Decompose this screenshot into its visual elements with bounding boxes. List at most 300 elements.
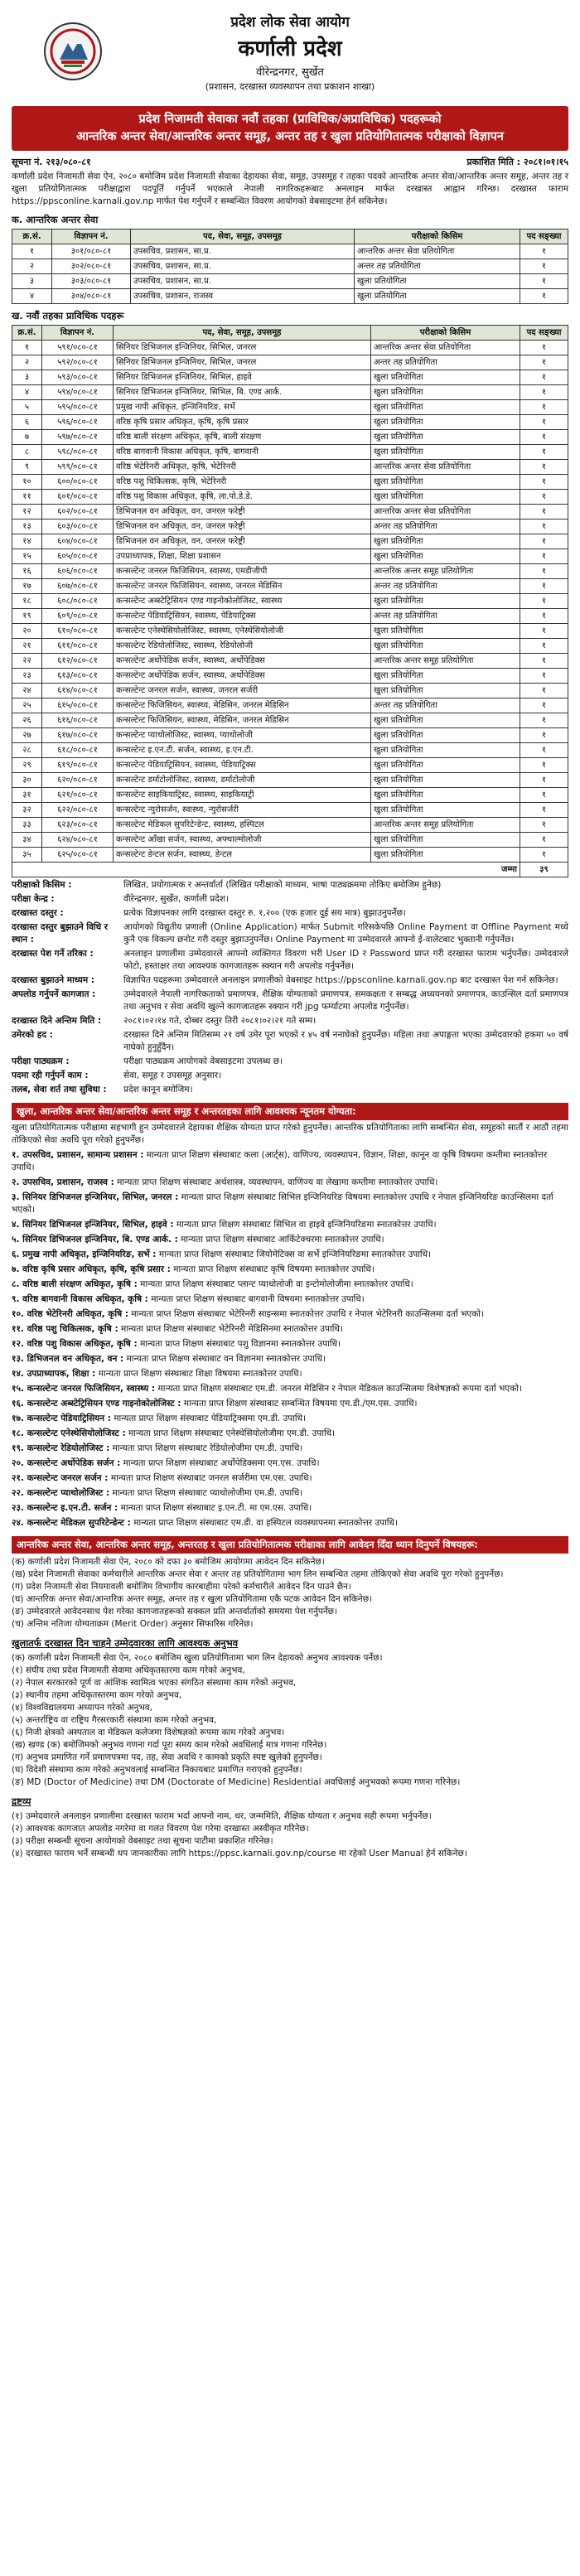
table-cell: खुला प्रतियोगिता [371,684,520,698]
table-cell: अन्तर तह प्रतियोगिता [371,609,520,624]
table-cell: १७ [12,579,42,594]
table-cell: २३ [12,669,42,684]
table-cell: उपप्राध्यापक, शिक्षा, शिक्षा प्रशासन [114,549,371,564]
qualification-text: मान्यता प्राप्त शिक्षण संस्थाबाट अर्थोपेडिक्समा एम.एस. उपाधि। [123,1458,320,1468]
table-cell: खुला प्रतियोगिता [371,669,520,684]
table-row [12,430,568,445]
table-cell: १ [520,355,568,370]
notice-ref-row [12,156,568,168]
column-header: क्र.सं. [12,326,42,341]
table-cell: ६१२/०८०-८१ [42,654,114,669]
table-row [12,848,568,863]
qualification-post: ३. सिनियर डिभिजनल इन्जिनियर, सिभिल, जनरल : [12,1192,179,1202]
table-cell: खुला प्रतियोगिता [371,758,520,773]
table-cell: ६०१/०८०-८१ [42,490,114,505]
qualification-text: मान्यता प्राप्त शिक्षण संस्थाबाट एम.डी. जनरल मेडिसिन र नेपाल मेडिकल काउन्सिलमा विशेषज्ञको रूपमा दर्ता भएको। [157,1384,523,1394]
table-cell: १ [520,698,568,713]
table-cell: डिभिजनल वन अधिकृत, वन, जनरल फरेष्ट्री [114,505,371,520]
table-cell: ३ [12,274,52,289]
table-cell: प्रमुख नापी अधिकृत, इन्जिनियरिङ, सर्भे [114,400,371,415]
qualification-text: मान्यता प्राप्त शिक्षण संस्थाबाट रेडियोलोजीमा एम.डी. उपाधि। [112,1443,303,1453]
table-cell: खुला प्रतियोगिता [371,624,520,639]
qualification-text: मान्यता प्राप्त शिक्षण संस्थाबाट सिभिल इन्जिनियरिङ विषयमा स्नातकोत्तर उपाधि र नेपाल इन्जिनियरिङ काउन्सिलमा दर्ता भएको। [12,1192,553,1215]
table-cell: १ [520,460,568,475]
commission-name: प्रदेश लोक सेवा आयोग [230,14,350,31]
table-cell: आन्तरिक अन्तर सेवा प्रतियोगिता [355,244,520,259]
table-cell: अन्तर तह प्रतियोगिता [371,579,520,594]
list-item: (६) निजी क्षेत्रको अस्पताल वा मेडिकल कलेजमा विशेषज्ञको रूपमा काम गरेको अनुभव। [12,1728,285,1737]
table-cell: आन्तरिक अन्तर सेवा प्रतियोगिता [371,341,520,355]
column-header: पद, सेवा, समूह, उपसमूह [131,230,355,244]
table-cell: कन्सल्टेन्ट अर्थोपेडिक सर्जन, स्वास्थ्य, अर्थोपेडिक्स [114,654,371,669]
exam-detail-value: २०८१।०२।१४ गते, दोब्बर दस्तुर तिरी २०८१।०२।२१ गते सम्म। [123,1016,317,1026]
table-cell: १ [520,579,568,594]
qualification-item [12,1487,568,1500]
list-item: (ग) अनुभव प्रमाणित गर्ने प्रमाणपत्रमा पद, तह, सेवा अवधि र कामको प्रकृति स्पष्ट खुलेको हुनुपर्नेछ। [12,1752,322,1762]
column-header: पद, सेवा, समूह, उपसमूह [114,326,371,341]
internal-section-title: आन्तरिक अन्तर सेवा, आन्तरिक अन्तर समूह, अन्तरतह र खुला प्रतियोगितात्मक परीक्षाका लागि आवेदन दिँदा ध्यान दिनुपर्ने विषयहरू: [12,1536,568,1554]
table-cell: कन्सल्टेन्ट मेडिकल सुपरिटेन्डेन्ट, स्वास्थ्य, हस्पिटल [114,818,371,833]
qualification-text: मान्यता प्राप्त शिक्षण संस्थाबाट भेटेरिनरी मेडिसिनमा स्नातकोत्तर उपाधि। [121,1324,343,1334]
qualification-text: मान्यता प्राप्त शिक्षण संस्थाबाट पशु विज्ञानमा स्नातकोत्तर उपाधि। [140,1339,341,1349]
table-cell: १ [520,259,568,274]
exam-details [12,879,568,1096]
total-label: जम्मा [12,863,520,877]
qualification-post: ९. वरिष्ठ बागवानी विकास अधिकृत, कृषि : [12,1294,148,1304]
province-name: कर्णाली प्रदेश [238,36,342,61]
table-cell: ३०३/०८०-८१ [52,274,131,289]
list-item: (ख) खण्ड (क) बमोजिमको अनुभव गणना गर्दा पूरा समय काम गरेको अवधिलाई मात्र गणना गरिनेछ। [12,1740,327,1750]
table-cell: वरिष्ठ बाली संरक्षण अधिकृत, कृषि, बाली संरक्षण [114,430,371,445]
table-cell: ६००/०८०-८१ [42,475,114,490]
table-cell: आन्तरिक अन्तर समूह प्रतियोगिता [371,564,520,579]
table-row [12,415,568,430]
column-header: परीक्षाको किसिम [371,326,520,341]
table-row [12,713,568,728]
list-item: (२) आवश्यक कागजात अपलोड नगरेमा वा गलत विवरण पेश गरेमा दरखास्त अस्वीकृत गरिनेछ। [12,1824,309,1834]
table-row [12,475,568,490]
qualification-text: मान्यता प्राप्त शिक्षण संस्थाबाट एम.डी. वा हस्पिटल व्यवस्थापनमा स्नातकोत्तर उपाधि। [133,1518,398,1528]
table-row [12,445,568,460]
qualification-item [12,1457,568,1470]
table-cell: कन्सल्टेन्ट पेडियाट्रिसियन, स्वास्थ्य, पेडियाट्रिक्स [114,609,371,624]
table-cell: कन्सल्टेन्ट जनरल सर्जन, स्वास्थ्य, जनरल सर्जरी [114,684,371,698]
list-item: (ग) प्रदेश निजामती सेवा नियमावली बमोजिम विभागीय कारबाहीमा परेको कर्मचारीले आवेदन दिन पाउने छैन। [12,1582,351,1592]
qualification-item [12,1428,568,1440]
table-row [12,698,568,713]
qualification-post: १२. वरिष्ठ पशु विकास अधिकृत, कृषि : [12,1339,138,1349]
table-cell: ६०३/०८०-८१ [42,520,114,534]
table-cell: खुला प्रतियोगिता [371,549,520,564]
table-cell: आन्तरिक अन्तर समूह प्रतियोगिता [371,818,520,833]
qualification-post: १५. कन्सल्टेन्ट जनरल फिजिसियन, स्वास्थ्य : [12,1384,156,1394]
list-item: (च) अन्तिम नतिजा योग्यताक्रम (Merit Order) अनुसार सिफारिस गरिनेछ। [12,1619,254,1629]
list-item: (ङ) उम्मेदवारले आवेदनसाथ पेश गरेका कागजातहरूको सक्कल प्रति अन्तर्वार्ताको समयमा पेश गर्नुपर्नेछ। [12,1607,338,1617]
table-row [12,788,568,803]
open-experience-list [12,1652,568,1789]
list-item: (४) दरखास्त फाराम भर्ने सम्बन्धी थप जानकारीका लागि https://ppsc.karnali.gov.np/course मा रहेको User Manual हेर्न सकिनेछ। [12,1849,467,1858]
table-cell: १ [520,385,568,400]
table-cell: सिनियर डिभिजनल इन्जिनियर, सिभिल, बि. एण्ड आर्क. [114,385,371,400]
exam-detail-row [12,893,568,906]
list-item: (घ) विदेशी संस्थामा काम गरेको अनुभवलाई सम्बन्धित निकायबाट प्रमाणित गराएको हुनुपर्नेछ। [12,1765,302,1775]
table-cell: कन्सल्टेन्ट प्याथोलोजिस्ट, स्वास्थ्य, प्याथोलोजी [114,728,371,743]
address: वीरेन्द्रनगर, सुर्खेत [256,66,324,79]
table-cell: ५९२/०८०-८१ [42,355,114,370]
table-row [12,274,568,289]
table-cell: कन्सल्टेन्ट पेडियाट्रिसियन, स्वास्थ्य, पेडियाट्रिक्स [114,758,371,773]
table-cell: खुला प्रतियोगिता [371,639,520,654]
table-cell: १ [520,400,568,415]
table-cell: सिनियर डिभिजनल इन्जिनियर, सिभिल, जनरल [114,341,371,355]
table-cell: ३०४/०८०-८१ [52,289,131,304]
column-header: परीक्षाको किसिम [355,230,520,244]
table-cell: २९ [12,758,42,773]
table-cell: २७ [12,728,42,743]
banner-line-1: प्रदेश निजामती सेवाका नवौं तहका (प्राविधिक/अप्राविधिक) पदहरूको [138,113,442,126]
table-cell: खुला प्रतियोगिता [371,713,520,728]
exam-detail-value: अनलाइन प्रणालीमा उम्मेदवारले आफ्नो व्यक्तिगत विवरण भरी User ID र Password प्राप्त गरी दरखास्त फाराम भर्नुपर्नेछ। उम्मेदवारले फोटो, हस्ताक्षर तथा आवश्यक कागजातहरू स्क्यान गरी अपलोड गर्नुपर्नेछ। [123,949,568,971]
qualification-item [12,1278,568,1291]
list-item: (क) कर्णाली प्रदेश निजामती सेवा ऐन, २०८० बमोजिम खुला प्रतियोगितामा भाग लिन देहायको अनुभव आवश्यक पर्नेछ। [12,1653,383,1663]
qualification-post: १६. कन्सल्टेन्ट अब्स्टेट्रिसियन एण्ड गाइनोकोलोजिस्ट : [12,1399,181,1409]
qualification-text: मान्यता प्राप्त शिक्षण संस्थाबाट जियोमेटिक्स वा सर्भे इन्जिनियरिङमा स्नातकोत्तर उपाधि। [158,1249,432,1259]
table-cell: खुला प्रतियोगिता [371,415,520,430]
table-cell: ६०२/०८०-८१ [42,505,114,520]
table-cell: ५९५/०८०-८१ [42,400,114,415]
exam-detail-key: तलब, सेवा शर्त तथा सुविधा : [12,1085,107,1095]
qualification-post: १३. डिभिजनल वन अधिकृत, वन : [12,1354,124,1364]
column-header: विज्ञापन नं. [42,326,114,341]
table-cell: सिनियर डिभिजनल इन्जिनियर, सिभिल, जनरल [114,355,371,370]
list-item: (ख) प्रदेश निजामती सेवाका कर्मचारीले आन्तरिक अन्तर सेवा र अन्तर तह प्रतियोगितामा भाग लिन सम्बन्धित तहमा तोकिएको सेवा अवधि पूरा गरेको हुनुपर्नेछ। [12,1569,504,1579]
table-cell: १० [12,475,42,490]
table-cell: कन्सल्टेन्ट एनेस्थेसियोलोजिस्ट, स्वास्थ्य, एनेस्थेसियोलोजी [114,624,371,639]
qualification-item [12,1293,568,1306]
table-cell: कन्सल्टेन्ट जनरल फिजिसियन, स्वास्थ्य, जनरल मेडिसिन [114,579,371,594]
table-cell: १ [520,445,568,460]
table-cell: १ [520,564,568,579]
table-cell: ३०२/०८०-८१ [52,259,131,274]
table-cell: ६१८/०८०-८१ [42,743,114,758]
list-item: (१) संघीय तथा प्रदेश निजामती सेवामा अधिकृतस्तरमा काम गरेको अनुभव, [12,1665,245,1675]
qualification-post: ७. वरिष्ठ कृषि प्रसार अधिकृत, कृषि, कृषि प्रसार : [12,1264,171,1274]
table-cell: १ [520,818,568,833]
table-cell: १ [520,594,568,609]
header [12,7,568,106]
exam-detail-key: दरखास्त दस्तुर : [12,908,64,918]
table-cell: १ [520,415,568,430]
qualification-text: मान्यता प्राप्त शिक्षण संस्थाबाट सिभिल वा हाइवे इन्जिनियरिङमा स्नातकोत्तर उपाधि। [176,1220,437,1230]
table-cell: १ [520,549,568,564]
exam-detail-key: दरखास्त बुझाउने माध्यम : [12,975,94,985]
table-row [12,564,568,579]
list-item: (घ) आन्तरिक अन्तर सेवा/आन्तरिक अन्तर समूह, अन्तर तह र खुला प्रतियोगितामा एकै पटक आवेदन दिन सकिनेछ। [12,1594,373,1604]
exam-detail-row [12,974,568,987]
qualification-intro: खुला प्रतियोगितात्मक परीक्षामा सहभागी हुन उम्मेदवारले देहायका शैक्षिक योग्यता प्राप्त गरेको हुनुपर्नेछ। आन्तरिक प्रतियोगिताका लागि सम्बन्धित सेवा, समूहको सातौं र आठौं तहमा तोकिएको सेवा अवधि पूरा गरेको हुनुपर्नेछ। [12,1123,568,1145]
table-cell: ६२२/०८०-८१ [42,803,114,818]
internal-notes-list [12,1556,568,1631]
table-cell: १ [520,370,568,385]
qualification-item [12,1249,568,1261]
table-cell: कन्सल्टेन्ट इ.एन.टी. सर्जन, स्वास्थ्य, इ.एन.टी. [114,743,371,758]
table-cell: ६ [12,415,42,430]
qualification-section-title: खुला, आन्तरिक अन्तर सेवा/आन्तरिक अन्तर समूह र अन्तरतहका लागि आवश्यक न्यूनतम योग्यता: [12,1103,568,1120]
table-cell: १ [520,609,568,624]
qualification-text: मान्यता प्राप्त शिक्षण संस्थाबाट बागवानी विषयमा स्नातकोत्तर उपाधि। [151,1294,365,1304]
table-cell: ५९७/०८०-८१ [42,430,114,445]
qualification-text: मान्यता प्राप्त शिक्षण संस्थाबाट कला (आर्ट्स), वाणिज्य, व्यवस्थापन, विज्ञान, शिक्षा, कानून वा कृषि विषयमा कम्तीमा स्नातकोत्तर उपाधि। [12,1150,548,1172]
table-cell: कन्सल्टेन्ट जनरल फिजिसियन, स्वास्थ्य, एमडीजीपी [114,564,371,579]
table-row [12,833,568,848]
table-row [12,549,568,564]
table-row [12,505,568,520]
table-cell: ४ [12,385,42,400]
table-cell: १९ [12,609,42,624]
qualification-text: मान्यता प्राप्त शिक्षण संस्थाबाट कृषि विषयमा स्नातकोत्तर उपाधि। [173,1264,375,1274]
table-cell: ६०९/०८०-८१ [42,609,114,624]
qualification-text: मान्यता प्राप्त शिक्षण संस्थाबाट भेटेरिनरी साइन्समा स्नातकोत्तर उपाधि र नेपाल भेटेरिनरी काउन्सिलमा दर्ता भएको। [131,1309,484,1319]
table-row [12,639,568,654]
table-cell: खुला प्रतियोगिता [355,289,520,304]
table-cell: उपसचिव, प्रशासन, सा.प्र. [131,259,355,274]
qualification-item [12,1264,568,1276]
table-cell: ४ [12,289,52,304]
table-cell: १४ [12,534,42,549]
qualification-item [12,1323,568,1336]
table-cell: ६२०/०८०-८१ [42,773,114,788]
table-row [12,520,568,534]
table-cell: १ [520,490,568,505]
table-cell: १ [520,475,568,490]
qualification-text: मान्यता प्राप्त शिक्षण संस्थाबाट शिक्षा विषयमा स्नातकोत्तर उपाधि। [98,1369,302,1379]
table-cell: १ [520,289,568,304]
qualification-post: १०. वरिष्ठ भेटेरिनरी अधिकृत, कृषि : [12,1309,129,1319]
qualification-text: मान्यता प्राप्त शिक्षण संस्थाबाट अर्थशास्त्र, व्यवस्थापन, वाणिज्य वा लेखामा कम्तीमा स्नातकोत्तर उपाधि। [117,1177,438,1187]
table-cell: १२ [12,505,42,520]
table-cell: ६१०/०८०-८१ [42,624,114,639]
table-cell: ६१६/०८०-८१ [42,713,114,728]
qualification-item [12,1149,568,1174]
list-item: (१) उम्मेदवारले अनलाइन प्रणालीमा दरखास्त फाराम भर्दा आफ्नो नाम, थर, जन्ममिति, शैक्षिक योग्यता र अनुभव सही रूपमा भर्नुपर्नेछ। [12,1811,432,1821]
table-row [12,818,568,833]
table-cell: ३०१/०८०-८१ [52,244,131,259]
table-cell: सिनियर डिभिजनल इन्जिनियर, सिभिल, हाइवे [114,370,371,385]
qualification-post: १८. कन्सल्टेन्ट एनेस्थेसियोलोजिस्ट : [12,1428,126,1438]
table-cell: १ [12,341,42,355]
table-cell: ६०४/०८०-८१ [42,534,114,549]
table-cell: ५ [12,400,42,415]
table-cell: अन्तर तह प्रतियोगिता [371,355,520,370]
table-cell: १ [12,244,52,259]
table-cell: ६१९/०८०-८१ [42,758,114,773]
table-row [12,490,568,505]
table-cell: २६ [12,713,42,728]
exam-detail-value: परीक्षा पाठ्यक्रम आयोगको वेबसाइटमा उपलब्ध छ। [123,1056,283,1066]
qualification-item [12,1413,568,1425]
qualification-item [12,1177,568,1189]
table-cell: अन्तर तह प्रतियोगिता [371,698,520,713]
table-cell: कन्सल्टेन्ट डेन्टल सर्जन, स्वास्थ्य, डेन्टल [114,848,371,863]
qualification-item [12,1398,568,1410]
exam-detail-key: उमेरको हद : [12,1030,53,1040]
notes-title: द्रष्टव्य [12,1795,31,1807]
qualification-post: २१. कन्सल्टेन्ट जनरल सर्जन : [12,1473,109,1483]
table-cell: कन्सल्टेन्ट अब्स्टेट्रिसियन एण्ड गाइनोकोलोजिस्ट, स्वास्थ्य [114,594,371,609]
exam-detail-value: प्रदेश कानून बमोजिम। [123,1085,193,1095]
table-cell: १ [520,848,568,863]
column-header: क्र.सं. [12,230,52,244]
table-cell: वरिष्ठ भेटेरिनरी अधिकृत, कृषि, भेटेरिनरी [114,460,371,475]
table-cell: १ [520,728,568,743]
table-row [12,370,568,385]
qualification-post: २०. कन्सल्टेन्ट अर्थोपेडिक सर्जन : [12,1458,121,1468]
exam-detail-key: परीक्षा पाठ्यक्रम : [12,1056,70,1066]
list-item: (५) अन्तर्राष्ट्रिय वा राष्ट्रिय गैरसरकारी संस्थामा काम गरेको अनुभव, [12,1715,217,1725]
table-cell: १ [520,341,568,355]
table-cell: ६१५/०८०-८१ [42,698,114,713]
publish-date: प्रकाशित मिति : २०८१।०१।१५ [466,157,568,167]
table-cell: २ [12,355,42,370]
qualification-post: १७. कन्सल्टेन्ट पेडियाट्रिसियन : [12,1414,111,1423]
list-item: (३) परीक्षा सम्बन्धी सूचना आयोगको वेबसाइट तथा सूचना पाटीमा प्रकाशित गरिनेछ। [12,1836,273,1846]
qualification-post: ५. सिनियर डिभिजनल इन्जिनियर, बि. एण्ड आर्क. : [12,1235,178,1245]
table-row [12,289,568,304]
table-cell: ३१ [12,788,42,803]
table-cell: कन्सल्टेन्ट न्युरोसर्जन, स्वास्थ्य, न्युरोसर्जरी [114,803,371,818]
qualification-item [12,1517,568,1530]
table-cell: ६११/०८०-८१ [42,639,114,654]
table-cell: ५९६/०८०-८१ [42,415,114,430]
table-cell: ९ [12,460,42,475]
table-row [12,743,568,758]
qualification-item [12,1338,568,1351]
table-cell: २८ [12,743,42,758]
qualification-item [12,1368,568,1380]
notice-number: सूचना नं. २१३/०८०-८१ [12,157,91,167]
table-cell: खुला प्रतियोगिता [371,803,520,818]
table-cell: २१ [12,639,42,654]
table-row [12,355,568,370]
table-cell: कन्सल्टेन्ट फिजिसियन, स्वास्थ्य, मेडिसिन, जनरल मेडिसिन [114,698,371,713]
table-cell: ६२३/०८०-८१ [42,818,114,833]
table-cell: वरिष्ठ बागवानी विकास अधिकृत, कृषि, बागवानी [114,445,371,460]
exam-detail-key: परीक्षाको किसिम : [12,880,72,890]
open-section-title: खुलातर्फ दरखास्त दिन चाहने उम्मेदवारका लागि आवश्यक अनुभव [12,1637,239,1649]
table-row [12,385,568,400]
qualification-post: २४. कन्सल्टेन्ट मेडिकल सुपरिटेन्डेन्ट : [12,1518,131,1528]
exam-detail-row [12,907,568,920]
table-row [12,579,568,594]
qualification-text: मान्यता प्राप्त शिक्षण संस्थाबाट प्याथोलोजीमा एम.डी. उपाधि। [112,1488,303,1498]
table-cell: खुला प्रतियोगिता [371,475,520,490]
notes-list [12,1810,568,1860]
qualification-text: मान्यता प्राप्त शिक्षण संस्थाबाट सम्बन्धित विषयमा एम.डी./एम.एस. उपाधि। [183,1399,418,1409]
table-cell: १ [520,758,568,773]
table-cell: ५९४/०८०-८१ [42,385,114,400]
table-cell: खुला प्रतियोगिता [371,743,520,758]
table-cell: १ [520,274,568,289]
table-cell: ११ [12,490,42,505]
table-cell: ३० [12,773,42,788]
table-cell: खुला प्रतियोगिता [371,788,520,803]
table-cell: उपसचिव, प्रशासन, सा.प्र. [131,244,355,259]
table-cell: अन्तर तह प्रतियोगिता [355,259,520,274]
table-cell: खुला प्रतियोगिता [371,400,520,415]
table-cell: ६०७/०८०-८१ [42,579,114,594]
table-cell: आन्तरिक अन्तर सेवा प्रतियोगिता [371,460,520,475]
exam-detail-value: प्रत्येक विज्ञापनका लागि दरखास्त दस्तुर रु. १,२०० (एक हजार दुई सय मात्र) बुझाउनुपर्नेछ। [123,908,406,918]
table-cell: ८ [12,445,42,460]
table-cell: वरिष्ठ पशु चिकित्सक, कृषि, भेटेरिनरी [114,475,371,490]
table-cell: २४ [12,684,42,698]
table-cell: खुला प्रतियोगिता [371,848,520,863]
qualification-list [12,1149,568,1530]
qualification-post: १. उपसचिव, प्रशासन, सामान्य प्रशासन : [12,1150,144,1160]
total-row [12,863,568,877]
table-cell: खुला प्रतियोगिता [371,385,520,400]
table-cell: आन्तरिक अन्तर सेवा प्रतियोगिता [371,505,520,520]
exam-detail-row [12,1070,568,1082]
column-header: विज्ञापन नं. [52,230,131,244]
table-cell: १ [520,624,568,639]
table-cell: ५९३/०८०-८१ [42,370,114,385]
table-cell: खुला प्रतियोगिता [371,773,520,788]
qualification-post: १४. उपप्राध्यापक, शिक्षा : [12,1369,96,1379]
column-header: पद सङ्ख्या [520,230,568,244]
qualification-item [12,1219,568,1231]
table-cell: अन्तर तह प्रतियोगिता [371,520,520,534]
table-cell: ५९८/०८०-८१ [42,445,114,460]
table-cell: ६२५/०८०-८१ [42,848,114,863]
qualification-post: १९. कन्सल्टेन्ट रेडियोलोजिस्ट : [12,1443,110,1453]
table-cell: डिभिजनल वन अधिकृत, वन, जनरल फरेष्ट्री [114,534,371,549]
table-row [12,534,568,549]
table-row [12,244,568,259]
table-cell: ३४ [12,833,42,848]
qualification-text: मान्यता प्राप्त शिक्षण संस्थाबाट आर्किटेक्चरमा स्नातकोत्तर उपाधि। [181,1235,384,1245]
qualification-text: मान्यता प्राप्त शिक्षण संस्थाबाट इ.एन.टी. मा एम.एस. उपाधि। [120,1503,312,1513]
exam-detail-row [12,1015,568,1027]
table-row [12,758,568,773]
table-cell: ५९१/०८०-८१ [42,341,114,355]
qualification-item [12,1383,568,1395]
banner-line-2: आन्तरिक अन्तर सेवा/आन्तरिक अन्तर समूह, अन्तर तह र खुला प्रतियोगितात्मक परीक्षाको विज्ञापन [76,130,504,143]
exam-detail-key: परीक्षा केन्द्र : [12,894,55,904]
exam-detail-key: अपलोड गर्नुपर्ने कागजात : [12,989,96,999]
column-header: पद सङ्ख्या [520,326,568,341]
table-cell: ५९९/०८०-८१ [42,460,114,475]
table-cell: कन्सल्टेन्ट डर्माटोलोजिस्ट, स्वास्थ्य, डर्माटोलोजी [114,773,371,788]
table-cell: खुला प्रतियोगिता [371,728,520,743]
table-cell: आन्तरिक अन्तर समूह प्रतियोगिता [371,654,520,669]
exam-detail-row [12,1029,568,1054]
table-cell: २२ [12,654,42,669]
qualification-post: ८. वरिष्ठ बाली संरक्षण अधिकृत, कृषि : [12,1279,138,1289]
table-cell: ६१७/०८०-८१ [42,728,114,743]
table-row [12,400,568,415]
table-row [12,341,568,355]
table-cell: कन्सल्टेन्ट अर्थोपेडिक सर्जन, स्वास्थ्य, अर्थोपेडिक्स [114,669,371,684]
table-cell: १ [520,244,568,259]
intro-paragraph: कर्णाली प्रदेश निजामती सेवा ऐन, २०८० बमोजिम प्रदेश निजामती सेवाका देहायका सेवा, समूह, उपसमूह र तहका पदको आन्तरिक अन्तर सेवा/आन्तरिक अन्तर समूह, अन्तर तह र खुला प्रतियोगितात्मक परीक्षाद्वारा पदपूर्ति गर्नुपर्ने भएकाले नेपाली नागरिकहरूबाट अनलाइन मार्फत दरखास्त आह्वान गरिन्छ। दरखास्त फाराम https://ppsconline.karnali.gov.np मार्फत पेश गर्नुपर्ने र सम्बन्धित विवरण आयोगको वेबसाइटमा हेर्न सकिनेछ। [12,172,568,206]
table-cell: ६०६/०८०-८१ [42,564,114,579]
table-cell: खुला प्रतियोगिता [371,490,520,505]
exam-detail-row [12,921,568,946]
table-cell: १ [520,788,568,803]
qualification-item [12,1502,568,1515]
table-cell: १ [520,520,568,534]
